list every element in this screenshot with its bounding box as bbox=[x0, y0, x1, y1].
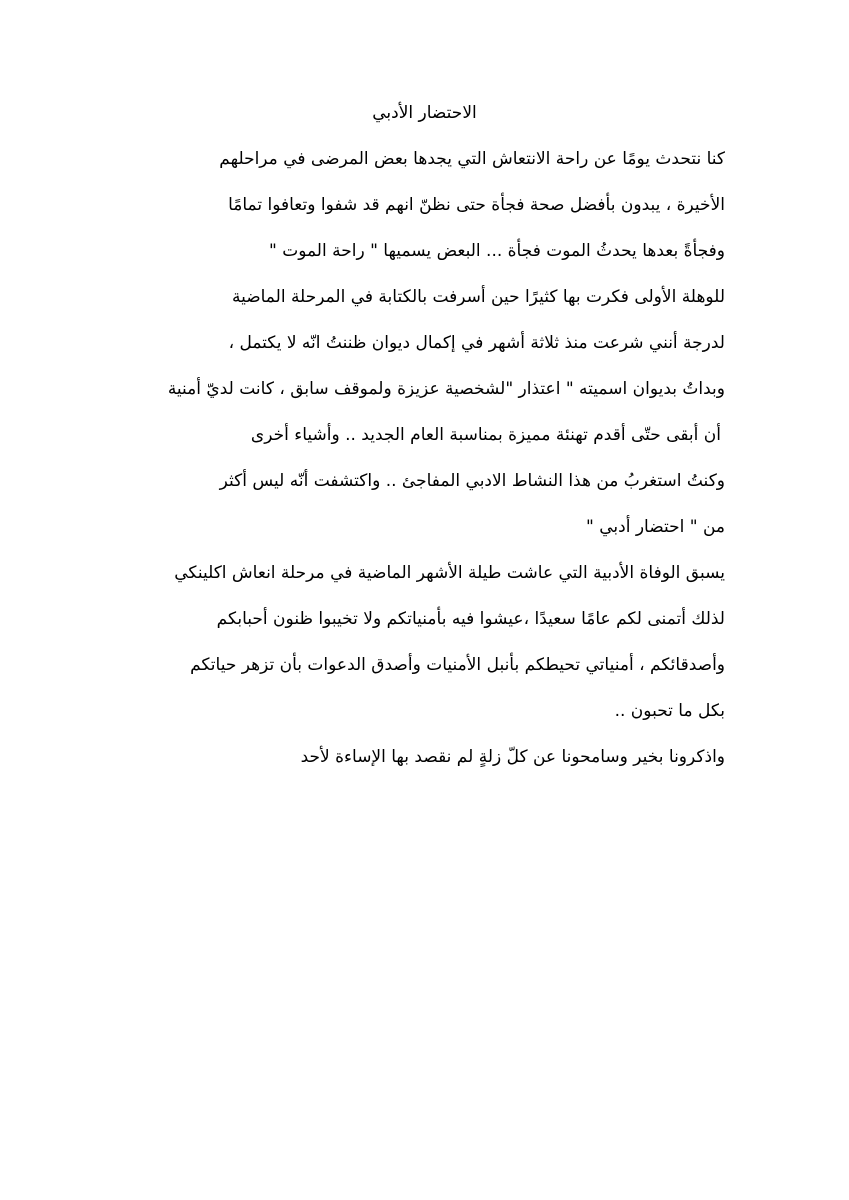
body-line: أن أبقى حتّى أقدم تهنئة مميزة بمناسبة العام الجديد .. وأشياء أخرى bbox=[250, 425, 721, 445]
body-line: كنا نتحدث يومًا عن راحة الانتعاش التي يجدها بعض المرضى في مراحلهم bbox=[219, 149, 725, 169]
body-line: الأخيرة ، يبدون بأفضل صحة فجأة حتى نظنّ انهم قد شفوا وتعافوا تمامًا bbox=[228, 195, 725, 215]
body-line: بكل ما تحبون .. bbox=[614, 701, 725, 721]
document-body bbox=[125, 143, 725, 787]
body-line: يسبق الوفاة الأدبية التي عاشت طيلة الأشهر الماضية في مرحلة انعاش اكلينكي bbox=[174, 563, 725, 583]
body-line: من " احتضار أدبي " bbox=[586, 517, 725, 537]
body-line: لدرجة أنني شرعت منذ ثلاثة أشهر في إكمال ديوان ظننتُ انّه لا يكتمل ، bbox=[228, 333, 725, 353]
body-line: وأصدقائكم ، أمنياتي تحيطكم بأنبل الأمنيات وأصدق الدعوات بأن تزهر حياتكم bbox=[190, 655, 725, 675]
body-line: وبداتُ بديوان اسميته " اعتذار "لشخصية عزيزة ولموقف سابق ، كانت لديّ أمنية bbox=[167, 379, 725, 399]
body-line: للوهلة الأولى فكرت بها كثيرًا حين أسرفت بالكتابة في المرحلة الماضية bbox=[231, 287, 725, 307]
document-title: الاحتضار الأدبي bbox=[372, 103, 477, 123]
body-line: وكنتُ استغربُ من هذا النشاط الادبي المفاجئ .. واكتشفت أنّه ليس أكثر bbox=[219, 471, 725, 491]
body-line: واذكرونا بخير وسامحونا عن كلّ زلةٍ لم نقصد بها الإساءة لأحد bbox=[300, 747, 725, 767]
body-line: وفجأةً بعدها يحدثُ الموت فجأة ... البعض يسميها " راحة الموت " bbox=[268, 241, 725, 261]
body-line: لذلك أتمنى لكم عامًا سعيدًا ،عيشوا فيه بأمنياتكم ولا تخيبوا ظنون أحبابكم bbox=[216, 609, 725, 629]
